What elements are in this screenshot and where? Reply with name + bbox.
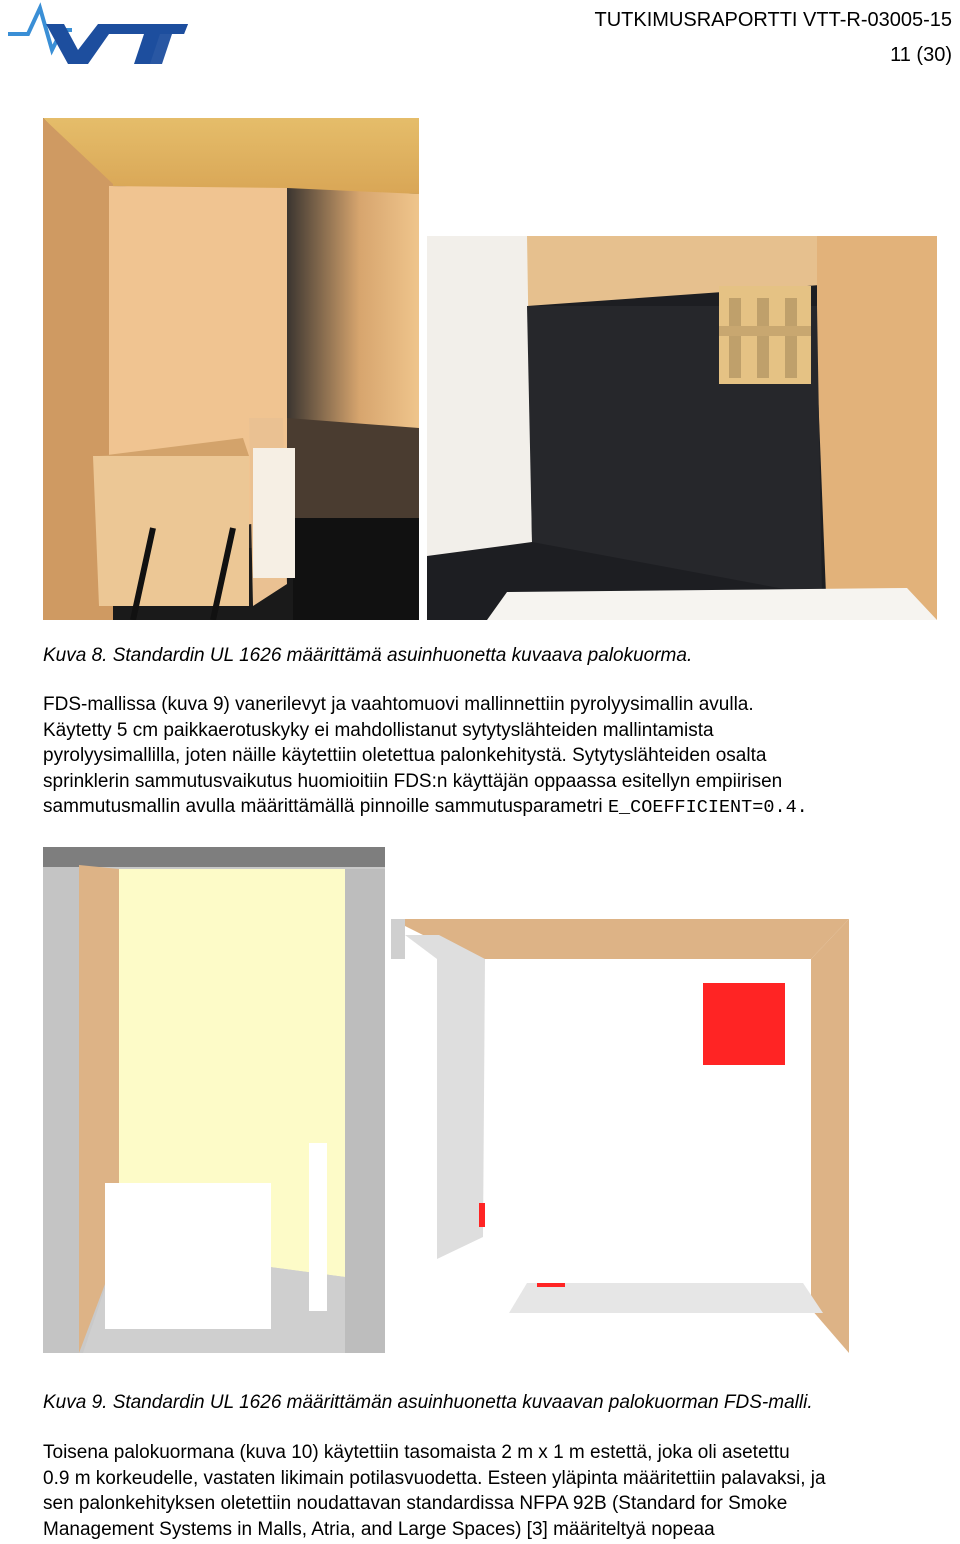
paragraph-line: Toisena palokuormana (kuva 10) käytettiin tasomaista 2 m x 1 m estettä, joka oli asetettu bbox=[43, 1442, 790, 1463]
figure8-photo-right bbox=[427, 236, 937, 620]
vtt-logo bbox=[6, 2, 188, 66]
paragraph-line: 0.9 m korkeudelle, vastaten likimain potilasvuodetta. Esteen yläpinta määritettiin palavaksi, ja bbox=[43, 1467, 826, 1489]
figure9-caption: Kuva 9. Standardin UL 1626 määrittämän asuinhuonetta kuvaavan palokuorman FDS-malli. bbox=[43, 1392, 813, 1413]
page-number: 11 (30) bbox=[890, 44, 952, 66]
paragraph-line: sen palonkehityksen oletettiin noudattavan standardissa NFPA 92B (Standard for Smoke bbox=[43, 1493, 788, 1514]
figure9-render-left bbox=[43, 847, 385, 1353]
paragraph-line: pyrolyysimallilla, joten näille käytettiin oletettua palonkehitystä. Sytytyslähteiden osalta bbox=[43, 745, 767, 766]
paragraph-line: sprinklerin sammutusvaikutus huomioitiin FDS:n käyttäjän oppaassa esitellyn empiirisen bbox=[43, 770, 783, 792]
paragraph-line: Käytetty 5 cm paikkaerotuskyky ei mahdollistanut sytytyslähteiden mallintamista bbox=[43, 719, 714, 741]
figure8-caption: Kuva 8. Standardin UL 1626 määrittämä asuinhuonetta kuvaava palokuorma. bbox=[43, 645, 693, 666]
paragraph-line: sammutusmallin avulla määrittämällä pinnoille sammutusparametri bbox=[43, 796, 608, 817]
paragraph-2 bbox=[43, 1440, 959, 1542]
figure9-render-right bbox=[391, 919, 849, 1353]
paragraph-1 bbox=[43, 692, 959, 821]
figure8-photo-left bbox=[43, 118, 419, 620]
paragraph-line: Management Systems in Malls, Atria, and Large Spaces) [3] määriteltyä nopeaa bbox=[43, 1518, 715, 1540]
report-id: TUTKIMUSRAPORTTI VTT-R-03005-15 bbox=[594, 9, 952, 31]
code-parameter: E_COEFFICIENT=0.4. bbox=[607, 797, 808, 818]
paragraph-line: FDS-mallissa (kuva 9) vanerilevyt ja vaahtomuovi mallinnettiin pyrolyysimallin avulla. bbox=[43, 694, 754, 715]
